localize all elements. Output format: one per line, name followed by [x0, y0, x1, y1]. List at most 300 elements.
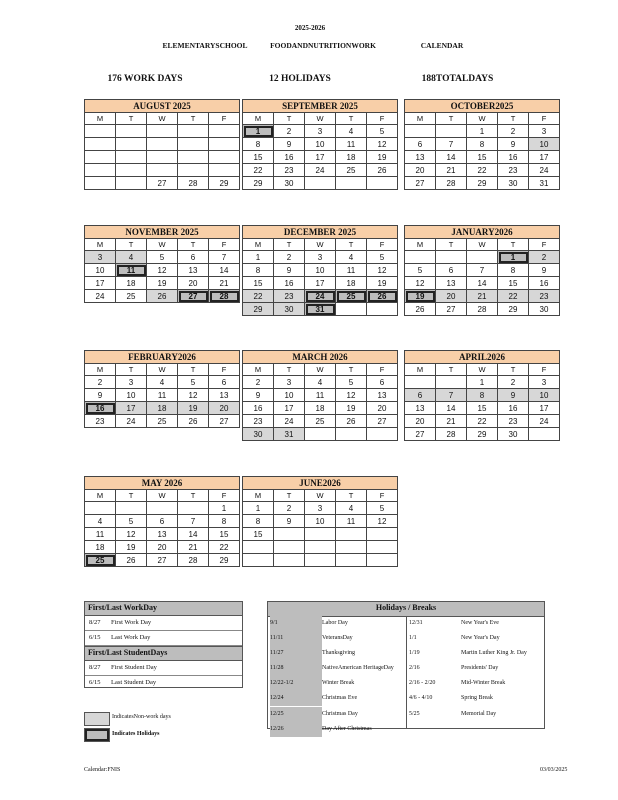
day-cell: 10	[305, 138, 336, 151]
day-cell	[405, 251, 436, 264]
day-cell: 14	[178, 528, 209, 541]
holiday-row	[268, 631, 406, 646]
day-cell: 18	[336, 151, 367, 164]
day-cell: 30	[274, 177, 305, 190]
day-cell: 4	[85, 515, 116, 528]
day-cell: 6	[436, 264, 467, 277]
weekday-header: W	[467, 239, 498, 251]
weekday-header: T	[498, 364, 529, 376]
day-cell: 9	[274, 264, 305, 277]
weekday-header: T	[116, 113, 147, 125]
day-cell: 3	[274, 376, 305, 389]
day-cell: 14	[436, 151, 467, 164]
day-cell: 10	[529, 389, 560, 402]
day-cell: 7	[436, 389, 467, 402]
footer-left: Calendar:FNIS	[84, 767, 121, 773]
day-cell: 2	[529, 251, 560, 264]
day-cell: 4	[116, 251, 147, 264]
holiday-date: 12/31	[409, 620, 423, 626]
day-cell: 9	[274, 138, 305, 151]
day-cell: 21	[436, 415, 467, 428]
holiday-name: Christmas Eve	[322, 695, 358, 702]
weekday-header: M	[243, 239, 274, 251]
day-cell: 17	[85, 277, 116, 290]
last-work-label: Last Work Day	[111, 634, 151, 641]
holiday-date: 9/1	[270, 616, 322, 631]
holidays-total: 12 HOLIDAYS	[269, 74, 331, 84]
weekday-header: F	[367, 239, 398, 251]
weekday-header: M	[85, 239, 116, 251]
day-cell: 27	[405, 428, 436, 441]
day-cell: 22	[243, 164, 274, 177]
day-cell	[436, 376, 467, 389]
day-cell: 8	[498, 264, 529, 277]
day-cell: 22	[467, 415, 498, 428]
day-cell: 20	[436, 290, 467, 303]
day-cell: 14	[467, 277, 498, 290]
holiday-date: 2/16 - 2/20	[409, 680, 436, 687]
day-cell: 9	[85, 389, 116, 402]
day-cell: 10	[274, 389, 305, 402]
day-cell: 24	[529, 164, 560, 177]
day-cell	[116, 164, 147, 177]
day-cell: 5	[178, 376, 209, 389]
day-cell	[305, 554, 336, 567]
day-cell: 5	[367, 502, 398, 515]
day-cell: 17	[305, 151, 336, 164]
holiday-name: New Year's Day	[461, 635, 500, 642]
title-mid: FOODANDNUTRITIONWORK	[270, 41, 376, 50]
day-cell: 9	[498, 138, 529, 151]
weekday-header: W	[467, 113, 498, 125]
day-cell: 23	[274, 290, 305, 303]
title-right: CALENDAR	[420, 41, 464, 50]
day-cell: 26	[336, 415, 367, 428]
day-cell: 16	[498, 402, 529, 415]
day-cell: 21	[178, 541, 209, 554]
day-cell: 18	[305, 402, 336, 415]
day-cell: 20	[147, 541, 178, 554]
day-cell: 25	[116, 290, 147, 303]
day-cell: 5	[116, 515, 147, 528]
holiday-date: 4/6 - 4/10	[409, 695, 433, 702]
day-cell: 16	[85, 402, 116, 415]
holidays-box	[267, 601, 545, 732]
weekday-header: T	[178, 364, 209, 376]
day-cell: 7	[436, 138, 467, 151]
day-cell	[116, 125, 147, 138]
day-cell: 31	[305, 303, 336, 316]
day-cell: 11	[305, 389, 336, 402]
day-cell: 8	[467, 389, 498, 402]
day-cell: 9	[243, 389, 274, 402]
day-cell	[116, 177, 147, 190]
holiday-row	[407, 707, 545, 722]
holiday-date: 1/19	[409, 650, 420, 657]
first-last-box	[84, 601, 243, 688]
weekday-header: T	[498, 113, 529, 125]
day-cell: 12	[336, 389, 367, 402]
day-cell	[147, 125, 178, 138]
legend-holiday-label: Indicates Holidays	[112, 731, 160, 737]
day-cell	[116, 138, 147, 151]
day-cell	[336, 177, 367, 190]
day-cell: 5	[367, 125, 398, 138]
holiday-row	[407, 631, 545, 646]
day-cell: 9	[274, 515, 305, 528]
weekday-header: M	[243, 364, 274, 376]
day-cell: 13	[405, 402, 436, 415]
month-title: NOVEMBER 2025	[85, 226, 240, 239]
weekday-header: T	[498, 239, 529, 251]
month-title: AUGUST 2025	[85, 100, 240, 113]
day-cell: 8	[467, 138, 498, 151]
day-cell: 19	[367, 151, 398, 164]
day-cell: 6	[405, 389, 436, 402]
day-cell: 25	[336, 290, 367, 303]
day-cell: 2	[85, 376, 116, 389]
weekday-header: T	[178, 113, 209, 125]
weekday-header: T	[436, 239, 467, 251]
day-cell: 25	[85, 554, 116, 567]
day-cell: 20	[405, 415, 436, 428]
day-cell: 3	[529, 376, 560, 389]
weekday-header: W	[147, 239, 178, 251]
holiday-date: 11/11	[270, 631, 322, 646]
day-cell: 26	[367, 164, 398, 177]
day-cell: 5	[336, 376, 367, 389]
day-cell: 4	[305, 376, 336, 389]
last-student-label: Last Student Day	[111, 679, 157, 686]
holiday-name: Martin Luther King Jr. Day	[461, 650, 527, 657]
day-cell	[336, 428, 367, 441]
weekday-header: T	[336, 239, 367, 251]
day-cell	[367, 541, 398, 554]
first-student-label: First Student Day	[111, 664, 157, 671]
holiday-row	[268, 661, 406, 676]
day-cell	[529, 428, 560, 441]
day-cell: 11	[336, 264, 367, 277]
weekday-header: T	[178, 239, 209, 251]
day-cell: 28	[436, 428, 467, 441]
day-cell: 10	[529, 138, 560, 151]
month-table	[84, 99, 240, 190]
day-cell: 19	[116, 541, 147, 554]
day-cell: 1	[209, 502, 240, 515]
day-cell	[436, 125, 467, 138]
day-cell: 22	[498, 290, 529, 303]
day-cell: 12	[178, 389, 209, 402]
day-cell: 25	[336, 164, 367, 177]
first-last-student-header: First/Last StudentDays	[85, 646, 242, 661]
day-cell: 13	[367, 389, 398, 402]
holidays-list-right	[406, 616, 545, 728]
weekday-header: F	[209, 239, 240, 251]
day-cell: 23	[498, 415, 529, 428]
day-cell: 17	[274, 402, 305, 415]
holiday-name: Thanksgiving	[322, 650, 355, 657]
day-cell: 13	[436, 277, 467, 290]
day-cell: 14	[209, 264, 240, 277]
weekday-header: W	[147, 490, 178, 502]
month-title: MAY 2026	[85, 477, 240, 490]
month-title: DECEMBER 2025	[243, 226, 398, 239]
day-cell: 24	[85, 290, 116, 303]
weekday-header: M	[405, 239, 436, 251]
work-days-total: 176 WORK DAYS	[107, 74, 183, 84]
weekday-header: T	[336, 364, 367, 376]
day-cell: 25	[305, 415, 336, 428]
day-cell: 11	[336, 515, 367, 528]
first-work-row	[85, 616, 242, 631]
holiday-name: Presidents' Day	[461, 665, 499, 672]
day-cell: 5	[405, 264, 436, 277]
month-table	[84, 476, 240, 567]
weekday-header: W	[147, 113, 178, 125]
day-cell	[178, 138, 209, 151]
day-cell	[209, 151, 240, 164]
day-cell: 28	[436, 177, 467, 190]
month-table	[84, 225, 240, 303]
first-last-work-header: First/Last WorkDay	[85, 602, 242, 616]
month-table	[404, 99, 560, 190]
day-cell: 22	[209, 541, 240, 554]
month-title: JANUARY2026	[405, 226, 560, 239]
holiday-row	[268, 707, 406, 722]
holiday-name: VeteransDay	[322, 635, 353, 642]
day-cell: 12	[116, 528, 147, 541]
weekday-header: W	[305, 239, 336, 251]
day-cell: 10	[305, 515, 336, 528]
day-cell: 3	[305, 502, 336, 515]
holiday-date: 5/25	[409, 710, 420, 717]
day-cell: 15	[467, 402, 498, 415]
day-cell: 24	[529, 415, 560, 428]
day-cell	[274, 541, 305, 554]
footer-date: 03/03/2025	[540, 767, 568, 773]
day-cell: 15	[467, 151, 498, 164]
day-cell: 3	[305, 125, 336, 138]
day-cell	[243, 541, 274, 554]
day-cell: 9	[498, 389, 529, 402]
legend-holiday-swatch	[84, 728, 110, 742]
holiday-date: 12/22-1/2	[270, 676, 322, 691]
day-cell: 29	[467, 428, 498, 441]
day-cell	[116, 502, 147, 515]
weekday-header: M	[405, 364, 436, 376]
first-student-date: 8/27	[89, 664, 101, 671]
day-cell: 27	[436, 303, 467, 316]
day-cell: 28	[178, 177, 209, 190]
day-cell: 7	[209, 251, 240, 264]
day-cell: 7	[178, 515, 209, 528]
day-cell: 3	[85, 251, 116, 264]
day-cell	[85, 164, 116, 177]
day-cell: 3	[116, 376, 147, 389]
day-cell: 8	[243, 138, 274, 151]
day-cell: 16	[243, 402, 274, 415]
holiday-name: NativeAmerican HeritageDay	[322, 665, 394, 672]
day-cell: 13	[178, 264, 209, 277]
day-cell: 4	[147, 376, 178, 389]
day-cell: 21	[467, 290, 498, 303]
weekday-header: F	[209, 490, 240, 502]
weekday-header: F	[529, 239, 560, 251]
weekday-header: F	[209, 364, 240, 376]
day-cell: 8	[243, 264, 274, 277]
day-cell: 11	[336, 138, 367, 151]
day-cell	[405, 125, 436, 138]
day-cell: 24	[274, 415, 305, 428]
weekday-header: F	[209, 113, 240, 125]
day-cell: 18	[147, 402, 178, 415]
day-cell: 27	[367, 415, 398, 428]
day-cell: 6	[209, 376, 240, 389]
weekday-header: M	[85, 490, 116, 502]
day-cell: 24	[116, 415, 147, 428]
day-cell: 10	[116, 389, 147, 402]
holiday-row	[268, 646, 406, 661]
day-cell: 3	[305, 251, 336, 264]
day-cell: 5	[147, 251, 178, 264]
holidays-list-left	[268, 616, 406, 732]
day-cell: 17	[116, 402, 147, 415]
day-cell: 18	[85, 541, 116, 554]
weekday-header: T	[274, 113, 305, 125]
day-cell: 16	[274, 151, 305, 164]
day-cell: 27	[147, 554, 178, 567]
weekday-header: F	[529, 364, 560, 376]
day-cell	[209, 125, 240, 138]
month-table	[242, 225, 398, 316]
day-cell: 10	[85, 264, 116, 277]
day-cell: 20	[405, 164, 436, 177]
weekday-header: M	[85, 364, 116, 376]
day-cell: 30	[498, 177, 529, 190]
day-cell: 26	[405, 303, 436, 316]
day-cell	[147, 502, 178, 515]
weekday-header: M	[405, 113, 436, 125]
day-cell: 11	[116, 264, 147, 277]
day-cell: 4	[336, 502, 367, 515]
day-cell: 17	[529, 402, 560, 415]
day-cell	[305, 428, 336, 441]
day-cell: 12	[367, 138, 398, 151]
day-cell: 8	[243, 515, 274, 528]
holiday-date: 11/28	[270, 661, 322, 676]
weekday-header: T	[436, 364, 467, 376]
day-cell: 20	[367, 402, 398, 415]
day-cell	[243, 554, 274, 567]
weekday-header: M	[243, 490, 274, 502]
day-cell	[178, 151, 209, 164]
weekday-header: T	[178, 490, 209, 502]
day-cell: 1	[467, 125, 498, 138]
weekday-header: T	[274, 239, 305, 251]
day-cell: 21	[209, 277, 240, 290]
day-cell	[367, 177, 398, 190]
holiday-name: New Year's Eve	[461, 620, 499, 626]
day-cell: 18	[116, 277, 147, 290]
day-cell	[305, 541, 336, 554]
day-cell: 12	[405, 277, 436, 290]
total-days: 188TOTALDAYS	[421, 74, 494, 84]
day-cell: 24	[305, 164, 336, 177]
day-cell: 18	[336, 277, 367, 290]
day-cell: 17	[529, 151, 560, 164]
month-table	[242, 99, 398, 190]
holidays-header: Holidays / Breaks	[268, 602, 544, 617]
day-cell	[305, 528, 336, 541]
day-cell	[274, 528, 305, 541]
weekday-header: T	[436, 113, 467, 125]
day-cell: 26	[147, 290, 178, 303]
day-cell: 2	[274, 251, 305, 264]
day-cell: 22	[243, 290, 274, 303]
weekday-header: M	[85, 113, 116, 125]
day-cell: 29	[498, 303, 529, 316]
day-cell	[274, 554, 305, 567]
first-work-label: First Work Day	[111, 619, 152, 626]
day-cell	[147, 164, 178, 177]
day-cell: 15	[243, 277, 274, 290]
weekday-header: F	[367, 113, 398, 125]
day-cell: 4	[336, 251, 367, 264]
holiday-name: Mid-Winter Break	[461, 680, 506, 687]
day-cell	[85, 502, 116, 515]
day-cell	[367, 554, 398, 567]
holiday-row	[407, 646, 545, 661]
weekday-header: M	[243, 113, 274, 125]
day-cell: 9	[529, 264, 560, 277]
day-cell: 19	[178, 402, 209, 415]
day-cell: 12	[367, 264, 398, 277]
month-table	[242, 476, 398, 567]
day-cell: 27	[405, 177, 436, 190]
month-title: SEPTEMBER 2025	[243, 100, 398, 113]
day-cell: 6	[178, 251, 209, 264]
day-cell: 23	[498, 164, 529, 177]
day-cell	[85, 125, 116, 138]
day-cell: 24	[305, 290, 336, 303]
day-cell: 2	[498, 376, 529, 389]
month-table	[84, 350, 240, 428]
day-cell: 10	[305, 264, 336, 277]
last-work-row	[85, 631, 242, 646]
month-title: OCTOBER2025	[405, 100, 560, 113]
weekday-header: W	[467, 364, 498, 376]
day-cell: 28	[209, 290, 240, 303]
month-table	[404, 350, 560, 441]
day-cell: 23	[529, 290, 560, 303]
day-cell	[209, 164, 240, 177]
day-cell	[436, 251, 467, 264]
day-cell: 27	[209, 415, 240, 428]
day-cell	[336, 541, 367, 554]
day-cell: 4	[336, 125, 367, 138]
last-work-date: 6/15	[89, 634, 101, 641]
day-cell: 29	[209, 554, 240, 567]
day-cell: 19	[367, 277, 398, 290]
day-cell: 31	[529, 177, 560, 190]
day-cell	[85, 151, 116, 164]
day-cell: 25	[147, 415, 178, 428]
day-cell: 30	[529, 303, 560, 316]
weekday-header: W	[305, 113, 336, 125]
day-cell: 15	[243, 151, 274, 164]
day-cell: 8	[209, 515, 240, 528]
day-cell: 30	[274, 303, 305, 316]
